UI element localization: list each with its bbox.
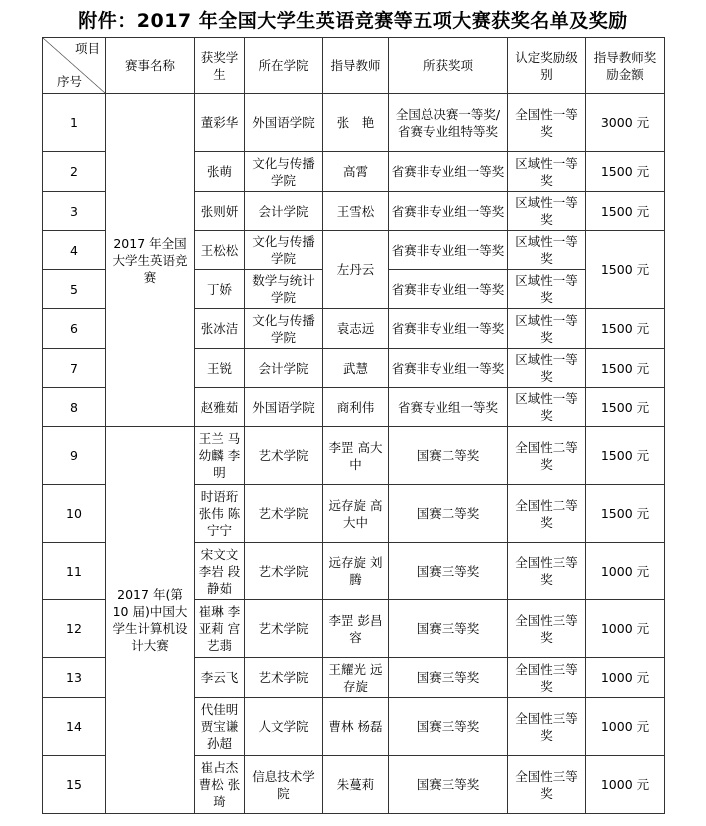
teacher-cell: 远存旋 刘腾 (323, 543, 389, 600)
amount-cell: 1000 元 (586, 543, 665, 600)
amount-cell: 1500 元 (586, 231, 665, 309)
row-number: 1 (43, 94, 106, 152)
amount-cell: 1000 元 (586, 756, 665, 814)
level-cell: 全国性三等奖 (508, 756, 586, 814)
row-number: 2 (43, 152, 106, 192)
awards-table (42, 37, 665, 814)
row-number: 14 (43, 698, 106, 756)
winner-cell: 代佳明 贾宝谦 孙超 (195, 698, 245, 756)
page-title: 附件：2017 年全国大学生英语竞赛等五项大赛获奖名单及奖励 (78, 10, 628, 32)
college-cell: 艺术学院 (245, 600, 323, 658)
level-cell: 全国性三等奖 (508, 543, 586, 600)
award-cell: 全国总决赛一等奖/省赛专业组特等奖 (389, 94, 508, 152)
header-level: 认定奖励级别 (508, 38, 586, 94)
row-number: 7 (43, 349, 106, 388)
winner-cell: 李云飞 (195, 658, 245, 698)
amount-cell: 1500 元 (586, 388, 665, 427)
college-cell: 文化与传播学院 (245, 231, 323, 270)
winner-cell: 崔琳 李亚莉 宫艺翡 (195, 600, 245, 658)
teacher-cell: 远存旋 高大中 (323, 485, 389, 543)
amount-cell: 1500 元 (586, 485, 665, 543)
level-cell: 全国性三等奖 (508, 698, 586, 756)
amount-cell: 1500 元 (586, 427, 665, 485)
header-teacher: 指导教师 (323, 38, 389, 94)
teacher-cell: 左丹云 (323, 231, 389, 309)
row-number: 10 (43, 485, 106, 543)
college-cell: 艺术学院 (245, 658, 323, 698)
row-number: 8 (43, 388, 106, 427)
college-cell: 会计学院 (245, 192, 323, 231)
award-cell: 国赛二等奖 (389, 427, 508, 485)
row-number: 11 (43, 543, 106, 600)
award-cell: 国赛三等奖 (389, 756, 508, 814)
level-cell: 全国性二等奖 (508, 427, 586, 485)
winner-cell: 张则妍 (195, 192, 245, 231)
teacher-cell: 袁志远 (323, 309, 389, 349)
winner-cell: 崔占杰 曹松 张琦 (195, 756, 245, 814)
amount-cell: 1000 元 (586, 600, 665, 658)
teacher-cell: 高霄 (323, 152, 389, 192)
header-project-label: 项目 (74, 41, 100, 56)
college-cell: 会计学院 (245, 349, 323, 388)
winner-cell: 赵雅茹 (195, 388, 245, 427)
college-cell: 艺术学院 (245, 485, 323, 543)
amount-cell: 1500 元 (586, 309, 665, 349)
college-cell: 外国语学院 (245, 388, 323, 427)
header-event: 赛事名称 (106, 38, 195, 94)
amount-cell: 1000 元 (586, 698, 665, 756)
award-cell: 省赛非专业组一等奖 (389, 231, 508, 270)
winner-cell: 董彩华 (195, 94, 245, 152)
college-cell: 信息技术学院 (245, 756, 323, 814)
row-number: 3 (43, 192, 106, 231)
college-cell: 文化与传播学院 (245, 309, 323, 349)
header-winner: 获奖学生 (195, 38, 245, 94)
diagonal-header-cell (43, 38, 106, 94)
level-cell: 全国性二等奖 (508, 485, 586, 543)
amount-cell: 1000 元 (586, 658, 665, 698)
row-number: 13 (43, 658, 106, 698)
award-cell: 省赛非专业组一等奖 (389, 192, 508, 231)
header-seq-label: 序号 (57, 74, 83, 89)
table-row (43, 427, 665, 485)
winner-cell: 宋文文 李岩 段静茹 (195, 543, 245, 600)
row-number: 4 (43, 231, 106, 270)
event-name-english: 2017 年全国大学生英语竞赛 (106, 94, 195, 427)
table-row (43, 94, 665, 152)
level-cell: 全国性三等奖 (508, 600, 586, 658)
amount-cell: 1500 元 (586, 152, 665, 192)
level-cell: 区域性一等奖 (508, 270, 586, 309)
header-amount: 指导教师奖励金额 (586, 38, 665, 94)
teacher-cell: 商利伟 (323, 388, 389, 427)
teacher-cell: 武慧 (323, 349, 389, 388)
award-cell: 省赛非专业组一等奖 (389, 349, 508, 388)
award-cell: 国赛三等奖 (389, 600, 508, 658)
header-award: 所获奖项 (389, 38, 508, 94)
award-cell: 国赛二等奖 (389, 485, 508, 543)
winner-cell: 王松松 (195, 231, 245, 270)
winner-cell: 时语珩 张伟 陈宁宁 (195, 485, 245, 543)
winner-cell: 张冰洁 (195, 309, 245, 349)
award-cell: 省赛非专业组一等奖 (389, 152, 508, 192)
award-cell: 国赛三等奖 (389, 698, 508, 756)
award-cell: 省赛专业组一等奖 (389, 388, 508, 427)
college-cell: 人文学院 (245, 698, 323, 756)
level-cell: 区域性一等奖 (508, 388, 586, 427)
level-cell: 区域性一等奖 (508, 309, 586, 349)
row-number: 12 (43, 600, 106, 658)
teacher-cell: 朱蔓莉 (323, 756, 389, 814)
level-cell: 区域性一等奖 (508, 349, 586, 388)
college-cell: 文化与传播学院 (245, 152, 323, 192)
level-cell: 区域性一等奖 (508, 152, 586, 192)
winner-cell: 王兰 马幼麟 李明 (195, 427, 245, 485)
level-cell: 全国性一等奖 (508, 94, 586, 152)
college-cell: 数学与统计学院 (245, 270, 323, 309)
row-number: 5 (43, 270, 106, 309)
level-cell: 区域性一等奖 (508, 231, 586, 270)
header-college: 所在学院 (245, 38, 323, 94)
teacher-cell: 王耀光 远存旋 (323, 658, 389, 698)
award-cell: 国赛三等奖 (389, 543, 508, 600)
level-cell: 全国性三等奖 (508, 658, 586, 698)
award-cell: 省赛非专业组一等奖 (389, 270, 508, 309)
amount-cell: 3000 元 (586, 94, 665, 152)
college-cell: 艺术学院 (245, 543, 323, 600)
teacher-cell: 张 艳 (323, 94, 389, 152)
winner-cell: 王锐 (195, 349, 245, 388)
row-number: 9 (43, 427, 106, 485)
teacher-cell: 李罡 高大中 (323, 427, 389, 485)
award-cell: 省赛非专业组一等奖 (389, 309, 508, 349)
amount-cell: 1500 元 (586, 192, 665, 231)
row-number: 15 (43, 756, 106, 814)
winner-cell: 丁娇 (195, 270, 245, 309)
row-number: 6 (43, 309, 106, 349)
event-name-computer: 2017 年(第 10 届)中国大学生计算机设计大赛 (106, 427, 195, 814)
teacher-cell: 李罡 彭昌容 (323, 600, 389, 658)
level-cell: 区域性一等奖 (508, 192, 586, 231)
header-row (43, 38, 665, 94)
winner-cell: 张萌 (195, 152, 245, 192)
amount-cell: 1500 元 (586, 349, 665, 388)
teacher-cell: 王雪松 (323, 192, 389, 231)
college-cell: 艺术学院 (245, 427, 323, 485)
teacher-cell: 曹林 杨磊 (323, 698, 389, 756)
college-cell: 外国语学院 (245, 94, 323, 152)
award-cell: 国赛三等奖 (389, 658, 508, 698)
